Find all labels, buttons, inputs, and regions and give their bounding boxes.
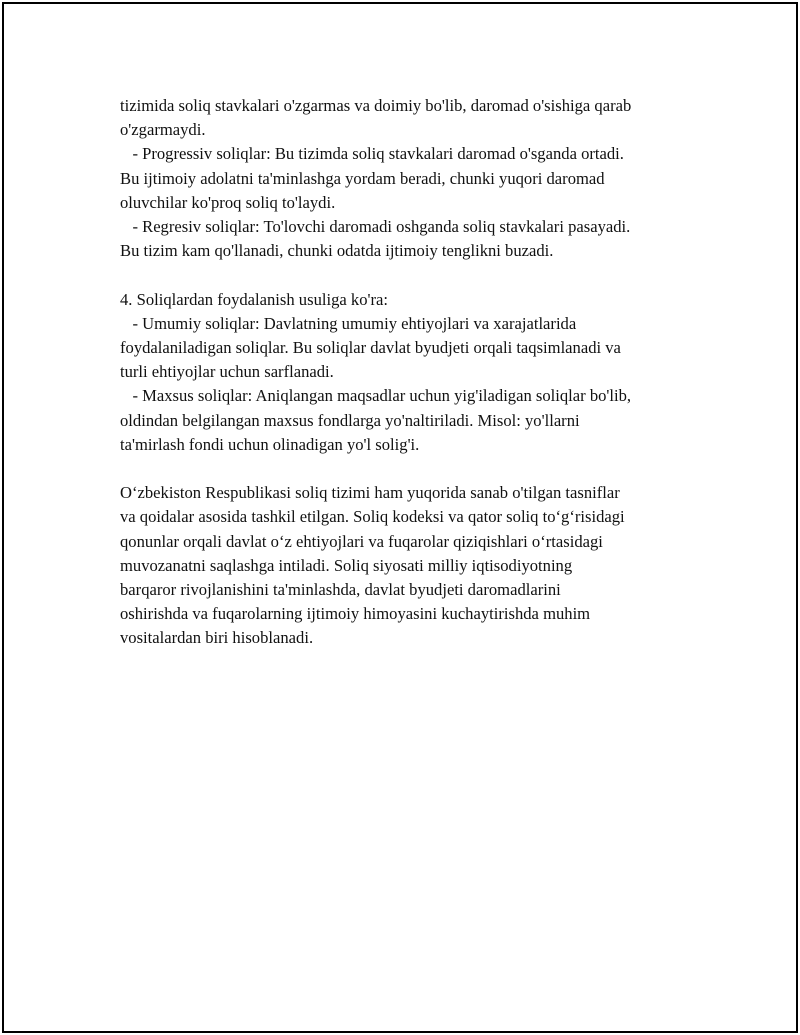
text-line: oldindan belgilangan maxsus fondlarga yo'naltiriladi. Misol: yo'llarni — [120, 410, 580, 430]
paragraph-uzbekistan-tax-system — [120, 481, 700, 650]
text-line: qonunlar orqali davlat o‘z ehtiyojlari va fuqarolar qiziqishlari o‘rtasidagi — [120, 531, 603, 551]
text-line: Bu ijtimoiy adolatni ta'minlashga yordam beradi, chunki yuqori daromad — [120, 168, 605, 188]
document-page — [2, 2, 798, 1033]
text-line: tizimida soliq stavkalari o'zgarmas va doimiy bo'lib, daromad o'sishiga qarab — [120, 96, 632, 115]
text-line: - Umumiy soliqlar: Davlatning umumiy ehtiyojlari va xarajatlarida — [120, 313, 577, 333]
text-line: muvozanatni saqlashga intiladi. Soliq siyosati milliy iqtisodiyotning — [120, 555, 573, 575]
text-line: ta'mirlash fondi uchun olinadigan yo'l solig'i. — [120, 434, 420, 454]
text-line: vositalardan biri hisoblanadi. — [120, 628, 314, 648]
text-line: va qoidalar asosida tashkil etilgan. Soliq kodeksi va qator soliq to‘g‘risidagi — [120, 507, 625, 527]
text-line: - Maxsus soliqlar: Aniqlangan maqsadlar uchun yig'iladigan soliqlar bo'lib, — [120, 386, 632, 406]
paragraph-gap — [120, 263, 700, 287]
text-line: oluvchilar ko'proq soliq to'laydi. — [120, 192, 336, 212]
text-line: - Regresiv soliqlar: To'lovchi daromadi oshganda soliq stavkalari pasayadi. — [120, 217, 631, 237]
text-line: foydalaniladigan soliqlar. Bu soliqlar davlat byudjeti orqali taqsimlanadi va — [120, 338, 621, 358]
text-line: - Progressiv soliqlar: Bu tizimda soliq stavkalari daromad o'sganda ortadi. — [120, 144, 624, 164]
text-line: O‘zbekiston Respublikasi soliq tizimi ham yuqorida sanab o'tilgan tasniflar — [120, 483, 620, 503]
text-line: 4. Soliqlardan foydalanish usuliga ko'ra: — [120, 289, 388, 309]
text-line: o'zgarmaydi. — [120, 120, 206, 140]
paragraph-tax-usage-types — [120, 288, 700, 457]
text-line: turli ehtiyojlar uchun sarflanadi. — [120, 362, 334, 382]
paragraph-tax-rate-types — [120, 94, 700, 263]
paragraph-gap — [120, 457, 700, 481]
document-body — [120, 94, 700, 651]
text-line: Bu tizim kam qo'llanadi, chunki odatda ijtimoiy tenglikni buzadi. — [120, 241, 554, 261]
text-line: barqaror rivojlanishini ta'minlashda, davlat byudjeti daromadlarini — [120, 580, 561, 600]
text-line: oshirishda va fuqarolarning ijtimoiy himoyasini kuchaytirishda muhim — [120, 604, 591, 624]
